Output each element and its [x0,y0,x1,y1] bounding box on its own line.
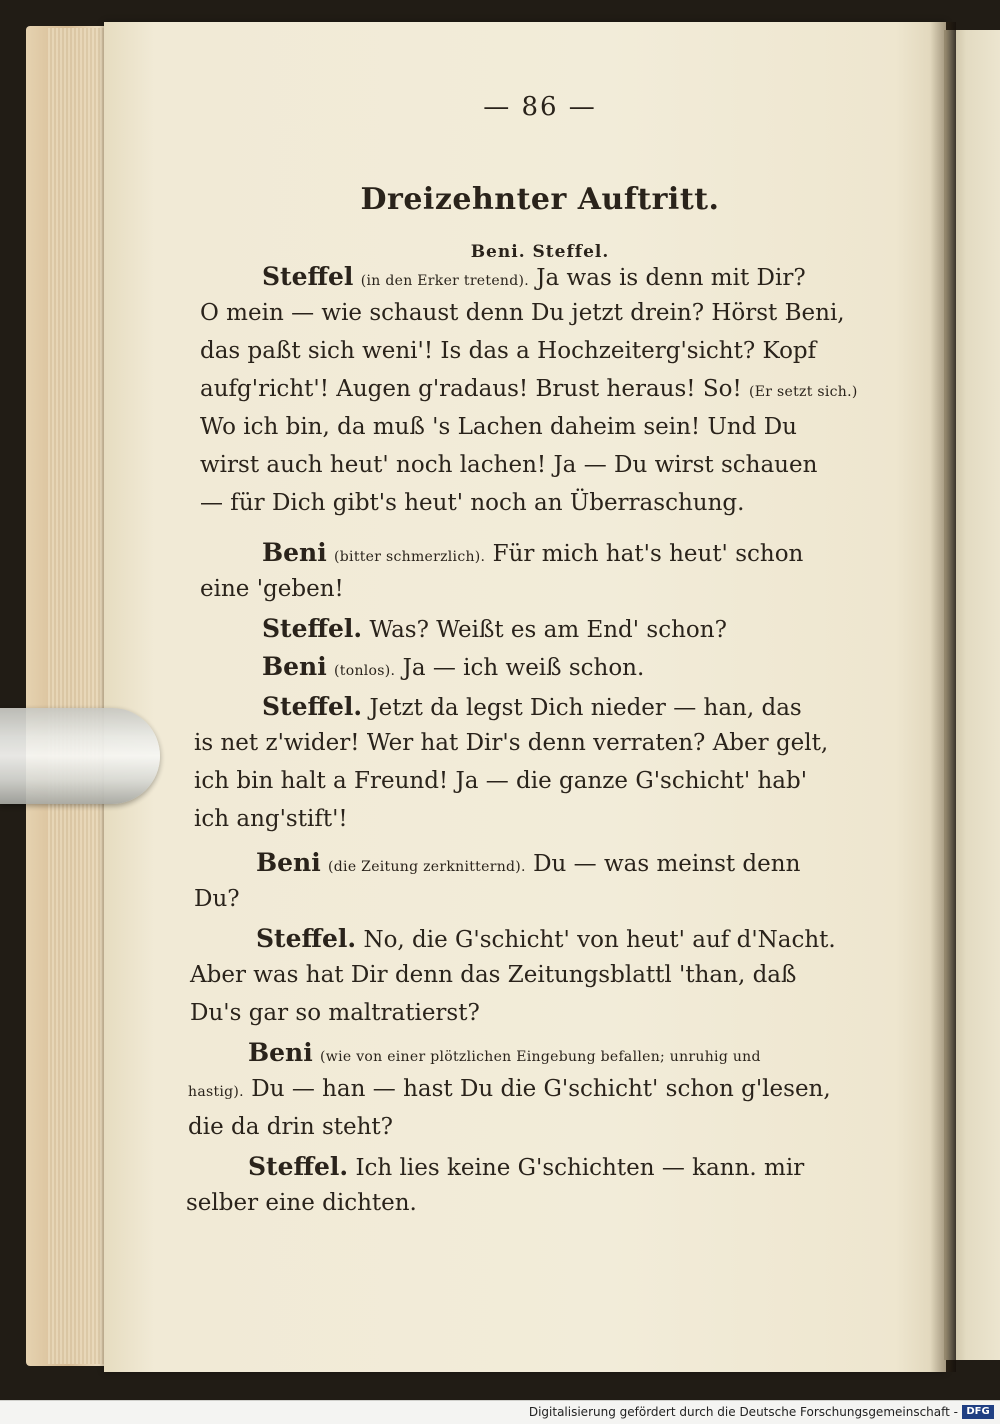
dialogue-text: Du's gar so maltratierst? [190,1000,480,1026]
dialogue-text: No, die G'schicht' von heut' auf d'Nacht. [356,927,836,953]
dialogue-text: Ja was is denn mit Dir? [529,265,806,291]
dialogue-text: die da drin steht? [188,1114,393,1140]
funding-credit: Digitalisierung gefördert durch die Deutsche Forschungsgemeinschaft - [528,1405,958,1419]
speaker-name: Steffel. [262,692,363,721]
dialogue-line [200,576,344,602]
dialogue-line [200,490,744,516]
speaker-name: Beni [248,1038,313,1067]
dialogue-text: wirst auch heut' noch lachen! Ja — Du wirst schauen [200,452,818,478]
dialogue-line [248,1038,761,1067]
dialogue-text: Jetzt da legst Dich nieder — han, das [362,695,802,721]
dialogue-line [190,962,796,988]
speaker-name: Steffel. [262,614,363,643]
speaker-name: Steffel [262,262,354,291]
dialogue-text: Was? Weißt es am End' schon? [362,617,727,643]
dialogue-text: Du — was meinst denn [525,851,801,877]
dialogue-text: eine 'geben! [200,576,344,602]
stage-direction: hastig). [188,1084,244,1100]
dialogue-text: selber eine dichten. [186,1190,417,1216]
dfg-logo: DFG [962,1405,994,1419]
stage-direction: (die Zeitung zerknitternd). [328,859,526,875]
dialogue-line [200,376,858,402]
dialogue-text: is net z'wider! Wer hat Dir's denn verraten? Aber gelt, [194,730,829,756]
dialogue-text: — für Dich gibt's heut' noch an Überraschung. [200,490,745,516]
dialogue-line [262,652,644,681]
scanner-thumb [0,708,160,804]
stage-direction: (Er setzt sich.) [749,384,858,400]
page-number: — 86 — [483,92,597,122]
stage-direction: (bitter schmerzlich). [334,549,486,565]
character-list: Beni. Steffel. [470,242,610,262]
dialogue-text: Ja — ich weiß schon. [395,655,645,681]
dialogue-text: Wo ich bin, da muß 's Lachen daheim sein! Und Du [200,414,797,440]
dialogue-line [194,730,828,756]
dialogue-text: Für mich hat's heut' schon [485,541,804,567]
stage-direction: (wie von einer plötzlichen Eingebung befallen; unruhig und [320,1049,761,1065]
dialogue-line [190,1000,480,1026]
speaker-name: Beni [262,652,327,681]
dialogue-text: das paßt sich weni'! Is das a Hochzeiterg'sicht? Kopf [200,338,817,364]
speaker-name: Steffel. [248,1152,349,1181]
dialogue-line [186,1190,417,1216]
dialogue-text: Du? [194,886,240,912]
dialogue-text: Ich lies keine G'schichten — kann. mir [348,1155,805,1181]
dialogue-line [194,768,807,794]
dialogue-line [200,300,845,326]
dialogue-line [188,1114,393,1140]
speaker-name: Beni [256,848,321,877]
dialogue-line [248,1152,804,1181]
dialogue-text: O mein — wie schaust denn Du jetzt drein? Hörst Beni, [200,300,845,326]
dialogue-text: ich bin halt a Freund! Ja — die ganze G'schicht' hab' [194,768,808,794]
stage-direction: (in den Erker tretend). [360,273,529,289]
dialogue-line [262,614,727,643]
scene-title: Dreizehnter Auftritt. [360,182,720,217]
dialogue-line [256,924,836,953]
dialogue-line [200,338,816,364]
footer-bar [0,1400,1000,1424]
dialogue-line [262,692,802,721]
dialogue-line [194,806,348,832]
dialogue-line [200,452,817,478]
dialogue-line [188,1076,831,1102]
dialogue-line [194,886,240,912]
speaker-name: Steffel. [256,924,357,953]
dialogue-line [262,262,806,291]
dialogue-line [200,414,797,440]
dialogue-text: Du — han — hast Du die G'schicht' schon g'lesen, [243,1076,831,1102]
stage-direction: (tonlos). [334,663,396,679]
dialogue-line [262,538,803,567]
speaker-name: Beni [262,538,327,567]
dialogue-line [256,848,800,877]
dialogue-text: ich ang'stift'! [194,806,348,832]
dialogue-text: Aber was hat Dir denn das Zeitungsblattl 'than, daß [190,962,797,988]
dialogue-text: aufg'richt'! Augen g'radaus! Brust heraus! So! [200,376,750,402]
